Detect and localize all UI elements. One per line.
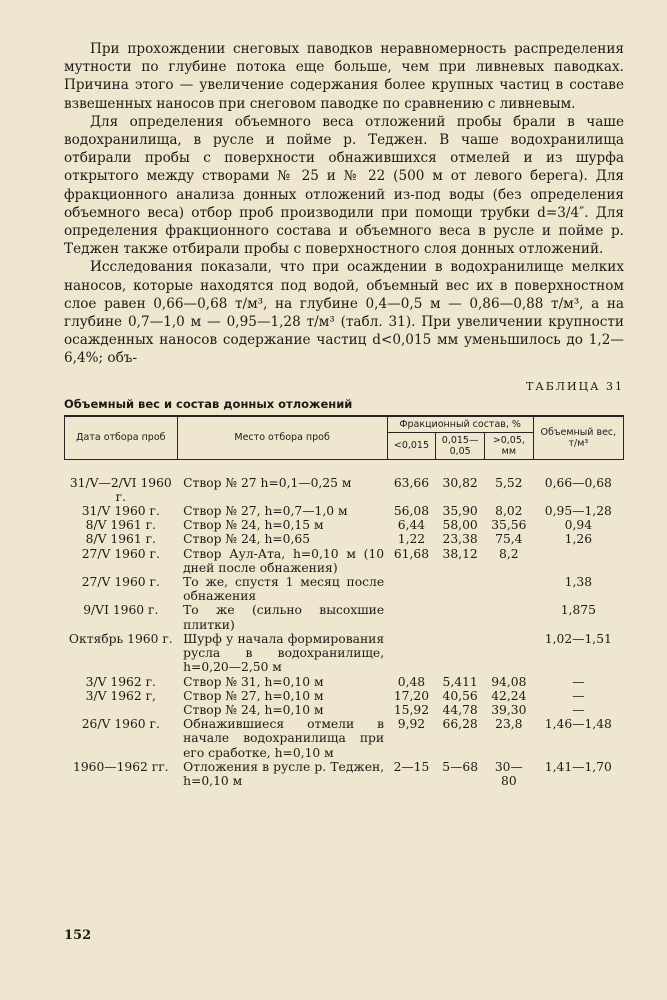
- cell-volume: 1,38: [564, 575, 593, 590]
- cell-fraction-2: [436, 632, 485, 675]
- cell-volume: —: [572, 702, 585, 717]
- header-fraction-1: <0,015: [387, 432, 436, 459]
- table-row: [65, 632, 624, 675]
- cell-fraction-1: 9,92: [397, 717, 426, 732]
- cell-fraction-3: 42,24: [491, 688, 527, 703]
- cell-date: 8/V 1961 г.: [85, 532, 156, 547]
- cell-date: 31/V 1960 г.: [81, 504, 160, 519]
- cell-place: Створ № 27 h=0,1—0,25 м: [183, 475, 352, 490]
- table-row: [65, 717, 624, 760]
- table-row: [65, 518, 624, 532]
- cell-fraction-2: 38,12: [442, 546, 478, 561]
- cell-place: Створ Аул-Ата, h=0,10 м (10 дней после обнажения): [183, 546, 385, 575]
- cell-fraction-1: [387, 575, 436, 603]
- cell-volume: —: [572, 674, 585, 689]
- table-row: [65, 459, 624, 504]
- cell-date: 3/V 1962 г,: [85, 688, 156, 703]
- table-row: [65, 675, 624, 689]
- paragraph-3: Исследования показали, что при осаждении в водохранилище мелких наносов, которые находятся под водой, объемный вес их в поверхностном слое равен 0,66—0,68 т/м³, на глубине 0,4—0,5 м — 0,86—0,88 т/м³, а на глубине 0,7—1,0 м — 0,95—1,28 т/м³ (табл. 31). При увеличении крупности осажденных наносов содержание частиц d<0,015 мм уменьшилось до 1,2—6,4%; объ-: [64, 259, 624, 367]
- paragraph-1: При прохождении снеговых паводков неравномерность распределения мутности по глубине потока еще больше, чем при ливневых паводках. Причина этого — увеличение содержания более крупных частиц в составе взвешенных наносов при снеговом паводке по сравнению с ливневым.: [64, 41, 624, 112]
- cell-fraction-2: [436, 575, 485, 603]
- cell-fraction-2: 35,90: [442, 504, 478, 519]
- cell-place: Шурф у начала формирования русла в водохранилище, h=0,20—2,50 м: [183, 631, 385, 675]
- cell-fraction-1: 63,66: [393, 475, 430, 490]
- cell-date: 9/VI 1960 г.: [83, 603, 159, 618]
- table-caption: ТАБЛИЦА 31: [526, 379, 624, 393]
- page-content: [64, 40, 624, 793]
- cell-date: 26/V 1960 г.: [81, 717, 160, 732]
- cell-fraction-2: 5—68: [442, 759, 479, 774]
- cell-volume: 1,46—1,48: [544, 717, 612, 732]
- page-number: 152: [64, 928, 92, 943]
- cell-date: 1960—1962 гг.: [73, 759, 169, 774]
- cell-volume: 1,02—1,51: [544, 631, 612, 646]
- header-fraction-2: 0,015—0,05: [436, 432, 485, 459]
- header-place: Место отбора проб: [177, 416, 387, 460]
- cell-fraction-1: 56,08: [393, 504, 430, 519]
- cell-fraction-1: [387, 603, 436, 631]
- cell-fraction-1: [387, 632, 436, 675]
- cell-date: 27/V 1960 г.: [81, 546, 160, 561]
- table-body: [65, 459, 624, 793]
- cell-fraction-3: 5,52: [495, 475, 523, 490]
- cell-fraction-1: 15,92: [393, 702, 430, 717]
- cell-place: Створ № 31, h=0,10 м: [183, 674, 324, 689]
- cell-fraction-1: 1,22: [397, 532, 426, 547]
- cell-volume: 1,41—1,70: [544, 759, 612, 774]
- table-row: [65, 547, 624, 575]
- cell-volume: [533, 547, 623, 575]
- data-table: [64, 415, 624, 793]
- cell-date: Октябрь 1960 г.: [68, 631, 173, 646]
- cell-volume: 0,95—1,28: [544, 504, 612, 519]
- cell-fraction-3: 8,02: [495, 504, 523, 519]
- table-row: [65, 760, 624, 793]
- table-title: Объемный вес и состав донных отложений: [64, 396, 353, 411]
- cell-fraction-2: 30,82: [442, 475, 478, 490]
- cell-volume: —: [572, 688, 585, 703]
- cell-place: Створ № 24, h=0,65: [183, 532, 311, 547]
- cell-volume: 0,94: [564, 518, 593, 533]
- table-row: [65, 532, 624, 546]
- cell-date: [65, 703, 178, 717]
- cell-fraction-2: 5,411: [442, 674, 478, 689]
- cell-fraction-3: 35,56: [491, 518, 527, 533]
- table-row: [65, 703, 624, 717]
- cell-place: То же (сильно высохшие плитки): [183, 603, 385, 632]
- cell-fraction-2: [436, 603, 485, 631]
- table-row: [65, 689, 624, 703]
- cell-fraction-3: 8,2: [499, 546, 519, 561]
- cell-place: Створ № 27, h=0,10 м: [183, 688, 324, 703]
- cell-fraction-2: 40,56: [442, 688, 478, 703]
- cell-fraction-1: 0,48: [397, 674, 426, 689]
- cell-place: Створ № 24, h=0,10 м: [183, 702, 324, 717]
- cell-fraction-3: 39,30: [491, 702, 527, 717]
- cell-fraction-2: 66,28: [442, 717, 478, 732]
- cell-fraction-3: [484, 603, 533, 631]
- cell-fraction-3: [484, 575, 533, 603]
- paragraph-2: Для определения объемного веса отложений пробы брали в чаше водохранилища, в русле и пойме р. Теджен. В чаше водохранилища отбирали пробы с поверхности обнажившихся отмелей и из шурфа открытого между створами № 25 и № 22 (500 м от левого берега). Для фракционного анализа донных отложений из-под воды (без определения объемного веса) отбор проб производили при помощи трубки d=3/4″. Для определения фракционного состава и объемного веса в русле и пойме р. Теджен также отбирали пробы с поверхностного слоя донных отложений.: [64, 113, 624, 258]
- cell-date: 31/V—2/VI 1960 г.: [69, 475, 172, 504]
- cell-fraction-3: [484, 632, 533, 675]
- cell-fraction-2: 58,00: [442, 518, 478, 533]
- table-row: [65, 575, 624, 603]
- cell-volume: 1,26: [564, 532, 593, 547]
- cell-fraction-3: 30—80: [494, 759, 523, 788]
- cell-fraction-3: 94,08: [491, 674, 527, 689]
- cell-fraction-2: 23,38: [442, 532, 478, 547]
- cell-fraction-3: 75,4: [495, 532, 523, 547]
- cell-date: 8/V 1961 г.: [85, 518, 156, 533]
- cell-place: Обнажившиеся отмели в начале водохранилища при его сработке, h=0,10 м: [183, 717, 385, 760]
- cell-place: Створ № 27, h=0,7—1,0 м: [183, 504, 348, 519]
- cell-fraction-1: 17,20: [393, 688, 430, 703]
- cell-volume: 1,875: [560, 603, 596, 618]
- table-row: [65, 603, 624, 631]
- cell-place: Отложения в русле р. Теджен, h=0,10 м: [183, 759, 385, 788]
- cell-date: 3/V 1962 г.: [85, 674, 156, 689]
- cell-place: То же, спустя 1 месяц после обнажения: [183, 575, 385, 604]
- cell-place: Створ № 24, h=0,15 м: [183, 518, 324, 533]
- header-fraction: Фракционный состав, %: [387, 416, 533, 433]
- header-fraction-3: >0,05, мм: [484, 432, 533, 459]
- cell-fraction-1: 6,44: [397, 518, 426, 533]
- cell-fraction-2: 44,78: [442, 702, 478, 717]
- cell-date: 27/V 1960 г.: [81, 575, 160, 590]
- table-row: [65, 504, 624, 518]
- cell-volume: 0,66—0,68: [544, 475, 612, 490]
- cell-fraction-1: 61,68: [393, 546, 430, 561]
- cell-fraction-3: 23,8: [495, 717, 523, 732]
- cell-fraction-1: 2—15: [393, 759, 430, 774]
- header-date: Дата отбора проб: [65, 416, 178, 460]
- header-volume: Объемный вес, т/м³: [533, 416, 623, 460]
